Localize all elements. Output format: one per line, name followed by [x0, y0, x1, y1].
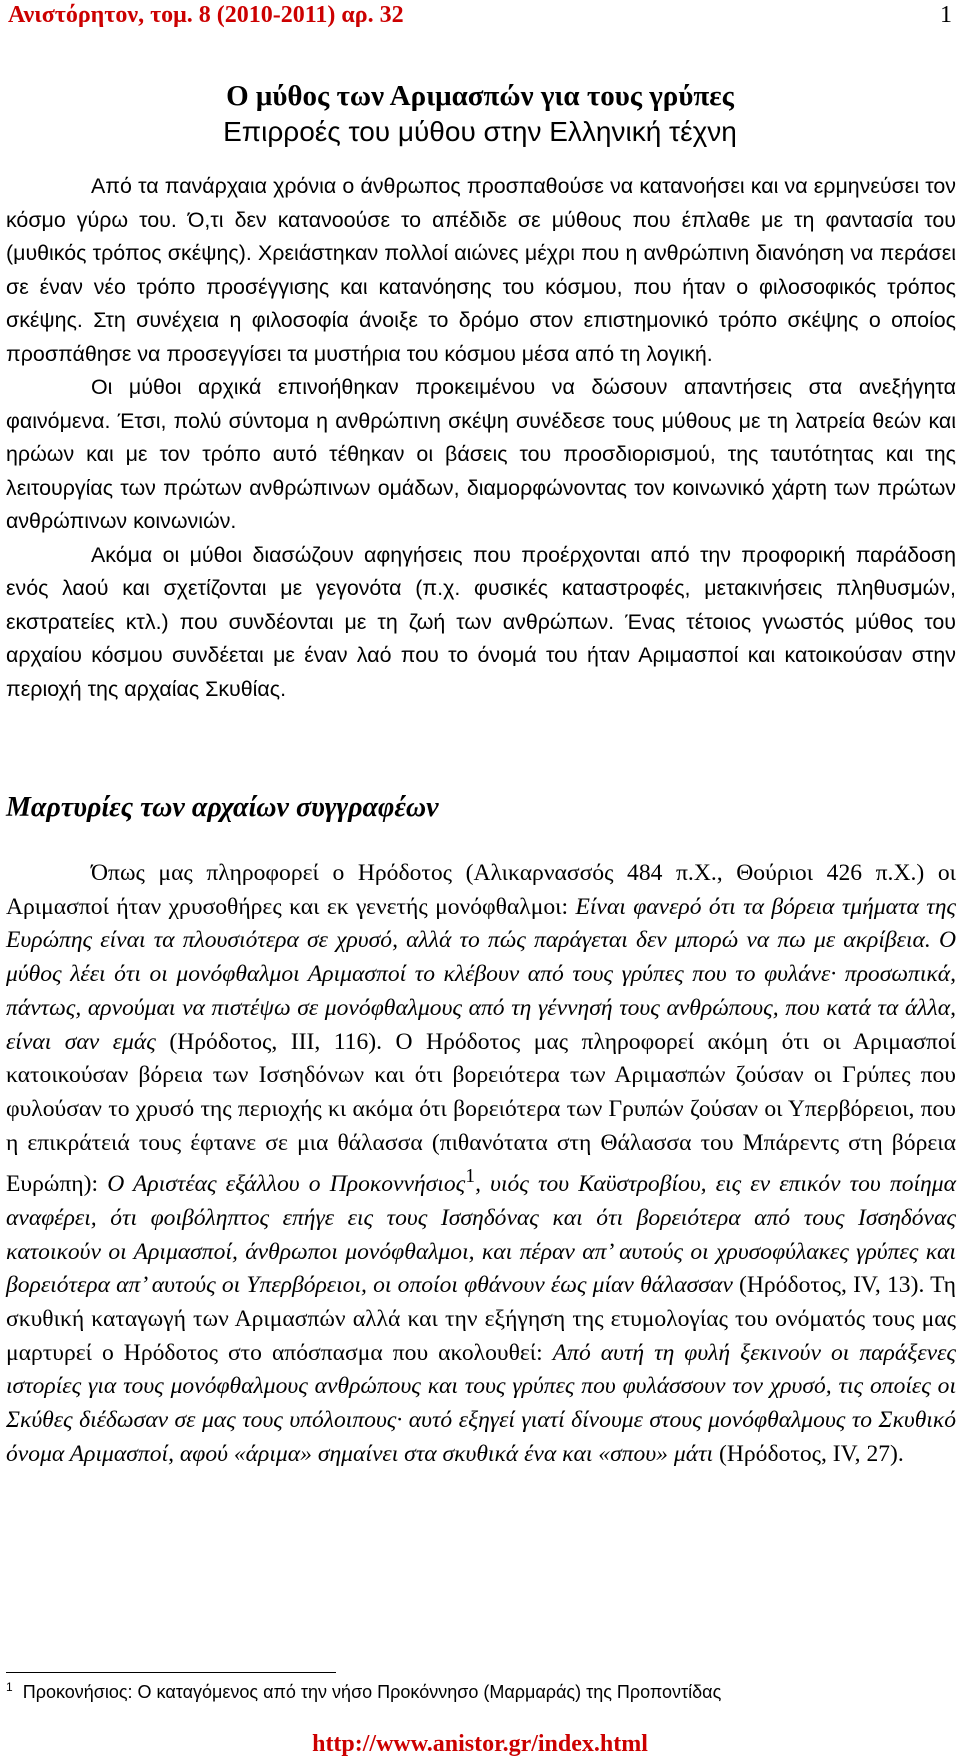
body-text: Όπως μας πληροφορεί ο Ηρόδοτος (Αλικαρνασσός 484 π.Χ., Θούριοι 426 π.Χ.) οι Αριμασποί ήταν χρυσοθήρες και εκ γενετής μονόφθαλμοι: — [6, 860, 956, 920]
intro-body — [6, 170, 956, 706]
footnote-reference[interactable]: 1 — [465, 1165, 476, 1188]
body-text: (Ηρόδοτος, IV, 27). — [713, 1440, 904, 1467]
footnote-number: 1 — [6, 1680, 13, 1694]
scythian-quote: Από αυτή τη φυλή ξεκινούν οι παράξενες ιστορίες για τους μονόφθαλμους ανθρώπους και τους γρύπες που φυλάσσουν τον χρυσό, τις οποίες οι Σκύθες διέδωσαν σε μας τους υπόλοιπους· αυτό εξηγεί γιατί δίνουμε στους μονόφθαλμους το Σκυθικό όνομα Αριμασποί, αφού «άριμα» σημαίνει στα σκυθικά ένα και «σπου» μάτι — [6, 1339, 956, 1467]
footer-link[interactable]: http://www.anistor.gr/index.html — [312, 1731, 648, 1757]
footnote-separator — [6, 1672, 336, 1673]
footnote-text: Προκονήσιος: Ο καταγόμενος από την νήσο Προκόννησο (Μαρμαράς) της Προποντίδας — [22, 1682, 722, 1702]
footnote — [6, 1680, 721, 1703]
article-subtitle: Επιρροές του μύθου στην Ελληνική τέχνη — [223, 116, 737, 147]
article-title: Ο μύθος των Αριμασπών για τους γρύπες — [226, 80, 734, 112]
section-paragraph — [6, 857, 956, 1472]
aristeas-quote: Ο Αριστέας εξάλλου ο Προκοννήσιος — [107, 1171, 466, 1198]
page-number: 1 — [940, 2, 952, 28]
section-body — [6, 857, 956, 1472]
section-heading: Μαρτυρίες των αρχαίων συγγραφέων — [6, 792, 439, 823]
body-text: (Ηρόδοτος, IV, 13). Τη σκυθική καταγωγή των Αριμασπών αλλά και την εξήγηση της ετυμολογίας του ονόματός τους μας μαρτυρεί ο Ηρόδοτος στο απόσπασμα που ακολουθεί: — [6, 1272, 956, 1366]
intro-paragraph-3: Ακόμα οι μύθοι διασώζουν αφηγήσεις που προέρχονται από την προφορική παράδοση ενός λαού και σχετίζονται με γεγονότα (π.χ. φυσικές καταστροφές, μετακινήσεις πληθυσμών, εκστρατείες κτλ.) που συνδέονται με τη ζωή των ανθρώπων. Ένας τέτοιος γνωστός μύθος του αρχαίου κόσμου συνδέεται με έναν λαό που το όνομά του ήταν Αριμασποί και κατοικούσαν στην περιοχή της αρχαίας Σκυθίας. — [6, 542, 956, 701]
herodotus-quote: Είναι φανερό ότι τα βόρεια τμήματα της Ευρώπης είναι τα πλουσιότερα σε χρυσό, αλλά το πώς παράγεται δεν μπορώ να πω με ακρίβεια. Ο μύθος λέει ότι οι μονόφθαλμοι Αριμασποί το κλέβουν από τους γρύπες που το φυλάνε· προσωπικά, πάντως, αρνούμαι να πιστέψω σε μονόφθαλμους από τη γέννησή τους ανθρώπους, που κατά τα άλλα, είναι σαν εμάς — [6, 893, 956, 1055]
running-header: Ανιστόρητον, τομ. 8 (2010-2011) αρ. 32 — [8, 2, 404, 28]
body-text: (Ηρόδοτος, ΙΙΙ, 116). Ο Ηρόδοτος μας πληροφορεί ακόμη ότι οι Αριμασποί κατοικούσαν βόρεια των Ισσηδόνων και ότι βορειότερα των Αριμασπών ζούσαν οι Γρύπες που φυλούσαν το χρυσό της περιοχής κι ακόμα ότι βορειότερα των Γρυπών ζούσαν οι Υπερβόρειοι, που η επικράτειά τους έφτανε σε μια θάλασσα (πιθανότατα στη Θάλασσα του Μπάρεντς στη βόρεια Ευρώπη): — [6, 1028, 956, 1198]
intro-paragraph-2: Οι μύθοι αρχικά επινοήθηκαν προκειμένου να δώσουν απαντήσεις στα ανεξήγητα φαινόμενα. Έτσι, πολύ σύντομα η ανθρώπινη σκέψη συνέδεσε τους μύθους με τη λατρεία θεών και ηρώων και με τον τρόπο αυτό τέθηκαν οι βάσεις του προσδιορισμού, της ταυτότητας και της λειτουργίας των πρώτων ανθρώπινων ομάδων, διαμορφώνοντας τον κοινωνικό χάρτη των πρώτων ανθρώπινων κοινωνιών. — [6, 375, 956, 533]
aristeas-quote-cont: , υιός του Καϋστροβίου, εις εν επικόν του ποίημα αναφέρει, ότι φοιβόληπτος επήγε εις τους Ισσηδόνας και ότι βορειότερα από τους Ισσηδόνας κατοικούν οι Αριμασποί, άνθρωποι μονόφθαλμοι, και πέραν απ’ αυτούς οι χρυσοφύλακες γρύπες και βορειότερα απ’ αυτούς οι Υπερβόρειοι, οι οποίοι φθάνουν έως μίαν θάλασσαν — [6, 1171, 956, 1299]
intro-paragraph-1: Από τα πανάρχαια χρόνια ο άνθρωπος προσπαθούσε να κατανοήσει και να ερμηνεύσει τον κόσμο γύρω του. Ό,τι δεν κατανοούσε το απέδιδε σε μύθους που έπλαθε με τη φαντασία του (μυθικός τρόπος σκέψης). Χρειάστηκαν πολλοί αιώνες μέχρι που η ανθρώπινη διανόηση να περάσει σε έναν νέο τρόπο προσέγγισης και κατανόησης του κόσμου, που ήταν ο φιλοσοφικός τρόπος σκέψης. Στη συνέχεια η φιλοσοφία άνοιξε το δρόμο στον επιστημονικό τρόπο σκέψης ο οποίος προσπάθησε να προσεγγίσει τα μυστήρια του κόσμου μέσα από τη λογική. — [6, 174, 956, 366]
